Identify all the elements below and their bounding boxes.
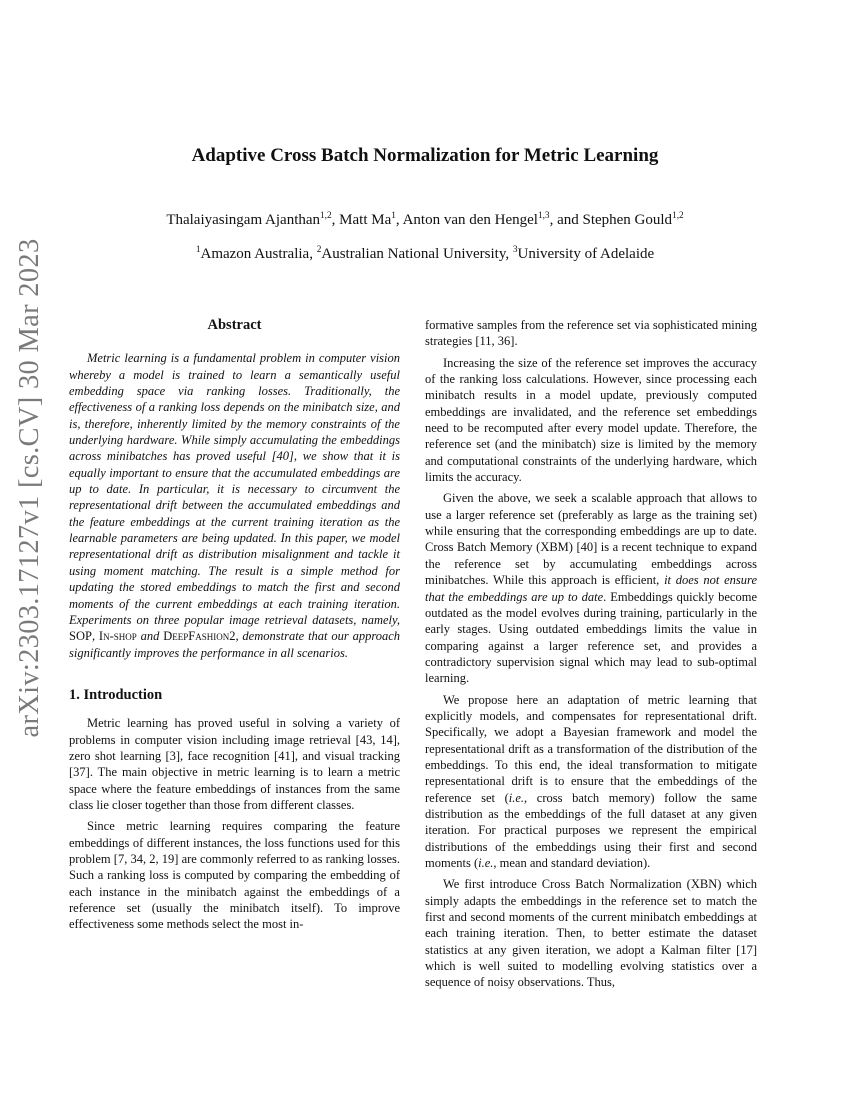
emphasized-text: it does not ensure that the embeddings are up to date (425, 573, 757, 604)
body-paragraph (425, 490, 757, 686)
body-text: . Embeddings quickly become outdated as the model evolves during training, particularly in the early stages. Using outdated embeddings limits the value in comparing against a larger reference set, and provides a contradictory supervision signal which may lead to sub-optimal learning. (425, 589, 758, 686)
emphasized-text: i.e. (478, 856, 494, 870)
abstract-text: Metric learning is a fundamental problem in computer vision whereby a model is trained to learn a semantically useful embedding space via ranking losses. Traditionally, the effectiveness of a ranking loss depends on the minibatch size, and is, therefore, inherently limited by the memory constraints of the underlying hardware. While simply accumulating the embeddings across minibatches has proved useful [40], we show that it is equally important to ensure that the accumulated embeddings are up to date. In particular, it is necessary to circumvent the representational drift between the accumulated embeddings and the feature embeddings at the current training iteration as the learnable parameters are being updated. In this paper, we model representational drift as distribution misalignment and tackle it using moment matching. The result is a simple method for updating the stored embeddings to match the first and second moments of the current embeddings at each training iteration. Experiments on three popular image retrieval datasets, namely, (69, 351, 400, 627)
body-text: , mean and standard deviation). (493, 856, 651, 870)
abstract-body (69, 350, 400, 661)
body-text: We first introduce Cross Batch Normalization ( (443, 877, 691, 892)
abstract-paragraph (69, 350, 400, 661)
affiliation-marker: 1 (391, 211, 396, 221)
affiliation-marker: 1 (195, 245, 201, 255)
author-list (0, 212, 850, 229)
method-acronym: XBN (690, 877, 718, 892)
abstract-text: , (91, 629, 99, 644)
affiliation-name: Australian National University, (321, 246, 513, 262)
abstract-text: and (136, 629, 164, 644)
body-text: Given the above, we seek a scalable approach that allows to use a larger reference set (preferably as large as the training set) while ensuring that the corresponding embeddings are up to date. Cross Batch Memory ( (425, 491, 757, 555)
section-heading: 1. Introduction (69, 686, 163, 703)
author-name: , Matt Ma (331, 212, 392, 228)
body-paragraph (425, 876, 757, 990)
body-paragraph: formative samples from the reference set via sophisticated mining strategies [11, 36]. (425, 318, 757, 349)
affiliation-name: Amazon Australia, (200, 246, 317, 262)
body-paragraph: Increasing the size of the reference set improves the accuracy of the ranking loss calculations. However, since processing each minibatch results in a model update, previously computed embeddings are invalidated, and the reference set embeddings need to be recomputed after every model update. Therefore, the reference set (and the minibatch) size is limited by the memory and computational constraints of the underlying hardware, which limits the accuracy. (425, 355, 757, 485)
paper-title: Adaptive Cross Batch Normalization for Metric Learning (191, 145, 659, 166)
arxiv-side-stamp (12, 237, 48, 738)
body-text: , cross batch memory) follow the same distribution as the embeddings of the full dataset at any given iteration. For practical purposes we represent the empirical distributions of the embeddings using their first and second moments ( (425, 790, 757, 870)
author-name: , Anton van den Hengel (395, 212, 538, 228)
author-name: , and Stephen Gould (549, 212, 673, 228)
affiliation-marker: 1,3 (537, 211, 550, 221)
right-column (425, 317, 757, 996)
dataset-name: DeepFashion (163, 629, 230, 644)
arxiv-identifier: arXiv:2303.17127v1 [cs.CV] 30 Mar 2023 (14, 237, 45, 738)
body-paragraph (425, 692, 757, 872)
affiliation-marker: 1,2 (320, 211, 332, 221)
affiliation-name: University of Adelaide (517, 246, 655, 262)
dataset-name: SOP (69, 629, 92, 644)
method-acronym: XBM (540, 540, 569, 555)
body-paragraph: Metric learning has proved useful in solving a variety of problems in computer vision including image retrieval [43, 14], zero shot learning [3], face recognition [41], and visual tracking [37]. The main objective in metric learning is to learn a metric space where the feature embeddings of instances from the same class lie closer together than those from different classes. (69, 716, 400, 812)
affiliation-marker: 1,2 (672, 211, 684, 221)
body-paragraph: Since metric learning requires comparing the feature embeddings of different instances, the loss functions used for this problem [7, 34, 2, 19] are commonly referred to as ranking losses. Such a ranking loss is computed by comparing the embedding of each instance in the minibatch against the embeddings of a reference set (usually the minibatch itself). To improve effectiveness some methods select the most in- (69, 819, 400, 932)
abstract-heading: Abstract (207, 317, 262, 333)
affiliation-marker: 3 (512, 245, 518, 255)
left-column (69, 317, 400, 938)
emphasized-text: i.e. (508, 790, 525, 805)
author-name: Thalaiyasingam Ajanthan (166, 212, 321, 228)
abstract-text: , demonstrate that our approach significantly improves the performance in all scenarios. (69, 629, 401, 660)
affiliation-list (0, 246, 850, 263)
body-text: We propose here an adaptation of metric learning that explicitly models, and compensates for representational drift. Specifically, we adopt a Bayesian framework and model the representational drift as a transformation of the distribution of the embeddings. To this end, the ideal transformation to mitigate representational drift is to ensure that the embeddings of the reference set ( (425, 692, 757, 805)
body-text: ) [40] is a recent technique to expand the reference set by accumulating embeddings across minibatches. While this approach is efficient, (425, 540, 757, 588)
body-text: ) which simply adapts the embeddings in the reference set to match the first and second moments of the current minibatch embeddings at each training iteration. Then, to better estimate the dataset statistics at any given iteration, we adopt a Kalman filter [17] which is well suited to modelling evolving statistics over a sequence of noisy observations. Thus, (425, 877, 757, 990)
dataset-number: 2 (229, 629, 236, 644)
dataset-name: In-shop (98, 629, 137, 644)
affiliation-marker: 2 (316, 245, 322, 255)
